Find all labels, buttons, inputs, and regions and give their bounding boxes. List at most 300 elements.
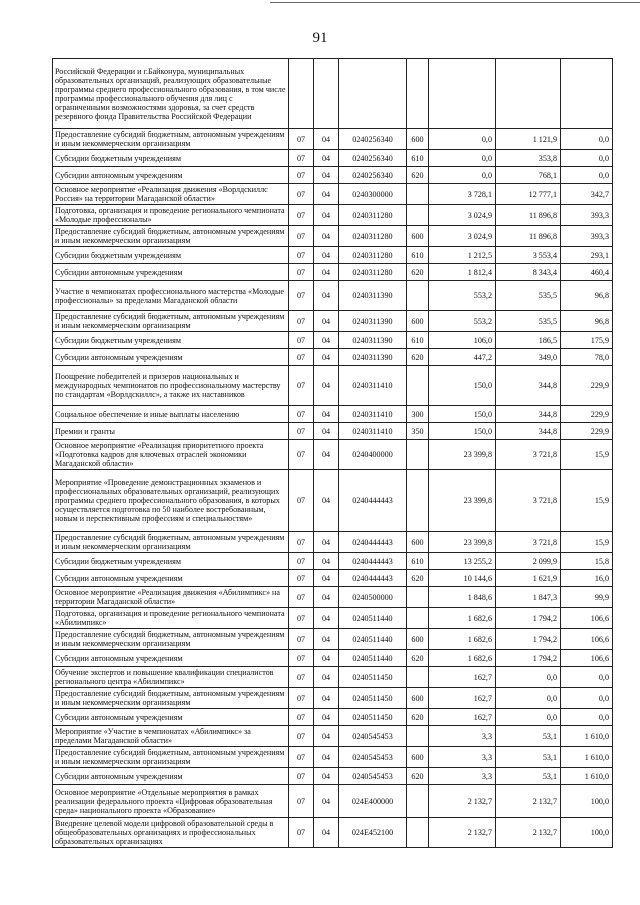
- row-name: Субсидии автономным учреждениям: [53, 650, 289, 667]
- row-expense-type: 600: [407, 129, 429, 150]
- row-execution-percent: 106,6: [561, 650, 613, 667]
- row-execution-percent: 0,0: [561, 709, 613, 726]
- row-target-code: 0240545453: [339, 726, 407, 747]
- row-executed-amount: 11 896,8: [496, 226, 561, 247]
- row-approved-amount: 23 399,8: [429, 440, 496, 470]
- row-target-code: 0240311410: [339, 423, 407, 440]
- row-name: Субсидии автономным учреждениям: [53, 349, 289, 366]
- row-executed-amount: 2 132,7: [496, 818, 561, 848]
- row-name: Предоставление субсидий бюджетным, автономным учреждениям и иным некоммерческим организациям: [53, 129, 289, 150]
- row-executed-amount: 53,1: [496, 747, 561, 768]
- row-approved-amount: 447,2: [429, 349, 496, 366]
- row-approved-amount: 150,0: [429, 406, 496, 423]
- row-expense-type: 620: [407, 709, 429, 726]
- row-name: Подготовка, организация и проведение регионального чемпионата «Абилимпикс»: [53, 608, 289, 629]
- row-name: Субсидии автономным учреждениям: [53, 167, 289, 184]
- budget-table: [52, 58, 613, 848]
- row-subsection: 04: [314, 226, 339, 247]
- row-subsection: 04: [314, 587, 339, 608]
- row-approved-amount: 2 132,7: [429, 785, 496, 818]
- row-name: Субсидии бюджетным учреждениям: [53, 247, 289, 264]
- row-section: 07: [289, 650, 314, 667]
- row-section: 07: [289, 167, 314, 184]
- row-name: Субсидии бюджетным учреждениям: [53, 150, 289, 167]
- row-approved-amount: 3 728,1: [429, 184, 496, 205]
- row-target-code: 0240311280: [339, 226, 407, 247]
- row-execution-percent: 229,9: [561, 366, 613, 406]
- table-row: [53, 785, 613, 818]
- row-name: Основное мероприятие «Отдельные мероприятия в рамках реализации федерального проекта «Цифровая образовательная среда» национального проекта «Образование»: [53, 785, 289, 818]
- table-row: [53, 184, 613, 205]
- row-section: 07: [289, 532, 314, 553]
- row-executed-amount: 2 132,7: [496, 785, 561, 818]
- row-section: 07: [289, 281, 314, 311]
- row-target-code: 0240444443: [339, 532, 407, 553]
- row-executed-amount: 186,5: [496, 332, 561, 349]
- row-name: Предоставление субсидий бюджетным, автономным учреждениям и иным некоммерческим организациям: [53, 747, 289, 768]
- row-name: Внедрение целевой модели цифровой образовательной среды в общеобразовательных организациях и профессиональных образовательных организациях: [53, 818, 289, 848]
- row-expense-type: 610: [407, 150, 429, 167]
- row-name: Субсидии автономным учреждениям: [53, 570, 289, 587]
- row-subsection: 04: [314, 747, 339, 768]
- row-section: 07: [289, 129, 314, 150]
- row-subsection: 04: [314, 667, 339, 688]
- row-target-code: 0240311280: [339, 205, 407, 226]
- row-executed-amount: 1 621,9: [496, 570, 561, 587]
- row-executed-amount: 11 896,8: [496, 205, 561, 226]
- row-executed-amount: 3 721,8: [496, 470, 561, 532]
- row-approved-amount: 3,3: [429, 768, 496, 785]
- budget-table-body: [53, 59, 613, 848]
- row-executed-amount: 8 343,4: [496, 264, 561, 281]
- table-row: [53, 167, 613, 184]
- row-name: Предоставление субсидий бюджетным, автономным учреждениям и иным некоммерческим организациям: [53, 226, 289, 247]
- row-executed-amount: 1 794,2: [496, 650, 561, 667]
- row-name: Обучение экспертов и повышение квалификации специалистов регионального центра «Абилимпикс»: [53, 667, 289, 688]
- row-expense-type: 620: [407, 650, 429, 667]
- row-expense-type: [407, 470, 429, 532]
- row-expense-type: [407, 587, 429, 608]
- row-section: 07: [289, 818, 314, 848]
- row-name: Субсидии автономным учреждениям: [53, 264, 289, 281]
- row-expense-type: [407, 59, 429, 129]
- row-subsection: 04: [314, 167, 339, 184]
- row-executed-amount: 535,5: [496, 311, 561, 332]
- row-expense-type: 600: [407, 629, 429, 650]
- table-row: [53, 587, 613, 608]
- row-approved-amount: 553,2: [429, 311, 496, 332]
- row-executed-amount: 768,1: [496, 167, 561, 184]
- row-expense-type: 600: [407, 747, 429, 768]
- row-target-code: 024E400000: [339, 785, 407, 818]
- row-execution-percent: 15,9: [561, 440, 613, 470]
- table-row: [53, 726, 613, 747]
- row-subsection: 04: [314, 150, 339, 167]
- row-target-code: 0240511450: [339, 709, 407, 726]
- row-expense-type: [407, 281, 429, 311]
- row-execution-percent: 15,8: [561, 553, 613, 570]
- row-expense-type: 350: [407, 423, 429, 440]
- row-expense-type: 610: [407, 553, 429, 570]
- row-execution-percent: 96,8: [561, 281, 613, 311]
- table-row: [53, 688, 613, 709]
- row-executed-amount: 3 721,8: [496, 532, 561, 553]
- row-executed-amount: 353,8: [496, 150, 561, 167]
- row-target-code: 0240256340: [339, 150, 407, 167]
- row-section: 07: [289, 768, 314, 785]
- row-subsection: 04: [314, 423, 339, 440]
- row-subsection: 04: [314, 570, 339, 587]
- row-execution-percent: 0,0: [561, 667, 613, 688]
- row-expense-type: [407, 205, 429, 226]
- row-expense-type: 620: [407, 264, 429, 281]
- row-subsection: 04: [314, 184, 339, 205]
- row-expense-type: 620: [407, 167, 429, 184]
- table-row: [53, 349, 613, 366]
- row-target-code: 0240256340: [339, 129, 407, 150]
- row-subsection: [314, 59, 339, 129]
- row-approved-amount: 3,3: [429, 747, 496, 768]
- row-section: 07: [289, 470, 314, 532]
- row-approved-amount: 162,7: [429, 709, 496, 726]
- row-target-code: 0240511450: [339, 667, 407, 688]
- row-target-code: 0240256340: [339, 167, 407, 184]
- row-executed-amount: 344,8: [496, 366, 561, 406]
- row-expense-type: [407, 785, 429, 818]
- row-expense-type: [407, 440, 429, 470]
- row-target-code: 0240511440: [339, 650, 407, 667]
- row-subsection: 04: [314, 332, 339, 349]
- row-approved-amount: 3 024,9: [429, 205, 496, 226]
- row-section: 07: [289, 570, 314, 587]
- row-target-code: 0240444443: [339, 553, 407, 570]
- row-name: Субсидии бюджетным учреждениям: [53, 332, 289, 349]
- row-subsection: 04: [314, 650, 339, 667]
- row-approved-amount: 13 255,2: [429, 553, 496, 570]
- row-execution-percent: 15,9: [561, 470, 613, 532]
- table-row: [53, 709, 613, 726]
- row-target-code: 0240511440: [339, 608, 407, 629]
- row-section: 07: [289, 226, 314, 247]
- row-subsection: 04: [314, 440, 339, 470]
- row-target-code: 0240545453: [339, 747, 407, 768]
- row-execution-percent: 0,0: [561, 129, 613, 150]
- table-row: [53, 818, 613, 848]
- row-section: 07: [289, 349, 314, 366]
- row-name: Субсидии автономным учреждениям: [53, 768, 289, 785]
- row-name: Предоставление субсидий бюджетным, автономным учреждениям и иным некоммерческим организациям: [53, 688, 289, 709]
- row-execution-percent: 106,6: [561, 629, 613, 650]
- row-executed-amount: 53,1: [496, 768, 561, 785]
- row-section: 07: [289, 688, 314, 709]
- row-executed-amount: [496, 59, 561, 129]
- row-approved-amount: 553,2: [429, 281, 496, 311]
- row-approved-amount: 2 132,7: [429, 818, 496, 848]
- row-execution-percent: [561, 59, 613, 129]
- row-subsection: 04: [314, 366, 339, 406]
- row-target-code: 0240300000: [339, 184, 407, 205]
- row-approved-amount: 3 024,9: [429, 226, 496, 247]
- row-target-code: 0240444443: [339, 470, 407, 532]
- row-approved-amount: [429, 59, 496, 129]
- row-subsection: 04: [314, 281, 339, 311]
- row-section: 07: [289, 785, 314, 818]
- row-section: 07: [289, 205, 314, 226]
- row-expense-type: [407, 608, 429, 629]
- table-row: [53, 570, 613, 587]
- row-target-code: 0240444443: [339, 570, 407, 587]
- row-subsection: 04: [314, 205, 339, 226]
- row-section: 07: [289, 406, 314, 423]
- row-approved-amount: 162,7: [429, 688, 496, 709]
- row-target-code: 0240311280: [339, 264, 407, 281]
- row-expense-type: 600: [407, 532, 429, 553]
- row-target-code: 0240545453: [339, 768, 407, 785]
- table-row: [53, 129, 613, 150]
- row-execution-percent: 393,3: [561, 205, 613, 226]
- table-row: [53, 470, 613, 532]
- row-section: 07: [289, 709, 314, 726]
- row-approved-amount: 150,0: [429, 366, 496, 406]
- row-subsection: 04: [314, 311, 339, 332]
- row-execution-percent: 99,9: [561, 587, 613, 608]
- row-target-code: 0240511450: [339, 688, 407, 709]
- row-name: Основное мероприятие «Реализация движения «Абилимпикс» на территории Магаданской области»: [53, 587, 289, 608]
- row-executed-amount: 0,0: [496, 667, 561, 688]
- row-approved-amount: 23 399,8: [429, 532, 496, 553]
- row-subsection: 04: [314, 532, 339, 553]
- row-execution-percent: 15,9: [561, 532, 613, 553]
- table-row: [53, 247, 613, 264]
- row-subsection: 04: [314, 768, 339, 785]
- row-execution-percent: 96,8: [561, 311, 613, 332]
- row-execution-percent: 229,9: [561, 423, 613, 440]
- row-subsection: 04: [314, 247, 339, 264]
- table-row: [53, 205, 613, 226]
- row-expense-type: [407, 818, 429, 848]
- row-approved-amount: 1 682,6: [429, 629, 496, 650]
- table-row: [53, 59, 613, 129]
- row-executed-amount: 1 794,2: [496, 608, 561, 629]
- row-execution-percent: 100,0: [561, 818, 613, 848]
- row-approved-amount: 3,3: [429, 726, 496, 747]
- row-subsection: 04: [314, 406, 339, 423]
- table-row: [53, 406, 613, 423]
- table-row: [53, 226, 613, 247]
- row-target-code: [339, 59, 407, 129]
- row-execution-percent: 293,1: [561, 247, 613, 264]
- row-approved-amount: 162,7: [429, 667, 496, 688]
- row-target-code: 0240311280: [339, 247, 407, 264]
- row-subsection: 04: [314, 608, 339, 629]
- row-executed-amount: 3 553,4: [496, 247, 561, 264]
- row-name: Поощрение победителей и призеров национальных и международных чемпионатов по профессиональному мастерству по стандартам «Ворлдскиллс», а также их наставников: [53, 366, 289, 406]
- row-section: 07: [289, 726, 314, 747]
- row-executed-amount: 12 777,1: [496, 184, 561, 205]
- row-section: 07: [289, 553, 314, 570]
- row-name: Субсидии бюджетным учреждениям: [53, 553, 289, 570]
- row-section: 07: [289, 264, 314, 281]
- row-execution-percent: 0,0: [561, 688, 613, 709]
- row-target-code: 0240311390: [339, 332, 407, 349]
- row-section: 07: [289, 440, 314, 470]
- row-target-code: 0240400000: [339, 440, 407, 470]
- row-executed-amount: 0,0: [496, 688, 561, 709]
- row-execution-percent: 100,0: [561, 785, 613, 818]
- row-approved-amount: 23 399,8: [429, 470, 496, 532]
- row-execution-percent: 175,9: [561, 332, 613, 349]
- row-executed-amount: 1 794,2: [496, 629, 561, 650]
- table-row: [53, 747, 613, 768]
- table-row: [53, 332, 613, 349]
- table-row: [53, 667, 613, 688]
- row-target-code: 0240311390: [339, 281, 407, 311]
- row-execution-percent: 460,4: [561, 264, 613, 281]
- row-approved-amount: 10 144,6: [429, 570, 496, 587]
- row-section: 07: [289, 247, 314, 264]
- row-subsection: 04: [314, 553, 339, 570]
- row-expense-type: 610: [407, 247, 429, 264]
- row-expense-type: 600: [407, 311, 429, 332]
- row-approved-amount: 1 812,4: [429, 264, 496, 281]
- row-subsection: 04: [314, 264, 339, 281]
- row-expense-type: [407, 184, 429, 205]
- row-expense-type: 620: [407, 570, 429, 587]
- row-section: 07: [289, 747, 314, 768]
- table-row: [53, 608, 613, 629]
- row-name: Премии и гранты: [53, 423, 289, 440]
- row-execution-percent: 342,7: [561, 184, 613, 205]
- row-executed-amount: 53,1: [496, 726, 561, 747]
- row-executed-amount: 0,0: [496, 709, 561, 726]
- row-name: Субсидии автономным учреждениям: [53, 709, 289, 726]
- row-execution-percent: 1 610,0: [561, 726, 613, 747]
- table-row: [53, 281, 613, 311]
- table-row: [53, 553, 613, 570]
- row-execution-percent: 16,0: [561, 570, 613, 587]
- row-target-code: 0240311390: [339, 349, 407, 366]
- row-approved-amount: 150,0: [429, 423, 496, 440]
- table-row: [53, 629, 613, 650]
- row-execution-percent: 1 610,0: [561, 768, 613, 785]
- row-name: Подготовка, организация и проведение регионального чемпионата «Молодые профессионалы»: [53, 205, 289, 226]
- row-subsection: 04: [314, 709, 339, 726]
- table-row: [53, 264, 613, 281]
- row-section: 07: [289, 366, 314, 406]
- row-expense-type: [407, 366, 429, 406]
- table-row: [53, 440, 613, 470]
- row-executed-amount: 344,8: [496, 406, 561, 423]
- row-approved-amount: 0,0: [429, 150, 496, 167]
- page-number: 91: [312, 30, 328, 46]
- row-expense-type: 600: [407, 688, 429, 709]
- row-target-code: 0240311410: [339, 366, 407, 406]
- row-execution-percent: 106,6: [561, 608, 613, 629]
- row-subsection: 04: [314, 688, 339, 709]
- row-subsection: 04: [314, 818, 339, 848]
- row-subsection: 04: [314, 129, 339, 150]
- row-name: Предоставление субсидий бюджетным, автономным учреждениям и иным некоммерческим организациям: [53, 629, 289, 650]
- row-approved-amount: 1 848,6: [429, 587, 496, 608]
- table-row: [53, 311, 613, 332]
- row-target-code: 0240500000: [339, 587, 407, 608]
- table-row: [53, 150, 613, 167]
- row-expense-type: 620: [407, 349, 429, 366]
- row-execution-percent: 1 610,0: [561, 747, 613, 768]
- row-section: 07: [289, 608, 314, 629]
- row-name: Мероприятие «Участие в чемпионатах «Абилимпикс» за пределами Магаданской области»: [53, 726, 289, 747]
- row-executed-amount: 2 099,9: [496, 553, 561, 570]
- row-subsection: 04: [314, 349, 339, 366]
- row-approved-amount: 1 682,6: [429, 608, 496, 629]
- row-target-code: 0240311390: [339, 311, 407, 332]
- row-section: 07: [289, 150, 314, 167]
- row-section: [289, 59, 314, 129]
- row-subsection: 04: [314, 726, 339, 747]
- row-name: Российской Федерации и г.Байконура, муниципальных образовательных организаций, реализующих образовательные программы среднего профессионального образования, в том числе программы профессионального обучения для лиц с ограниченными возможностями здоровья, за счет средств резервного фонда Правительства Российской Федерации: [53, 59, 289, 129]
- row-execution-percent: 78,0: [561, 349, 613, 366]
- row-approved-amount: 1 212,5: [429, 247, 496, 264]
- row-name: Предоставление субсидий бюджетным, автономным учреждениям и иным некоммерческим организациям: [53, 311, 289, 332]
- row-execution-percent: 0,0: [561, 150, 613, 167]
- row-executed-amount: 1 121,9: [496, 129, 561, 150]
- table-row: [53, 532, 613, 553]
- row-name: Предоставление субсидий бюджетным, автономным учреждениям и иным некоммерческим организациям: [53, 532, 289, 553]
- row-subsection: 04: [314, 785, 339, 818]
- row-name: Участие в чемпионатах профессионального мастерства «Молодые профессионалы» за пределами Магаданской области: [53, 281, 289, 311]
- table-row: [53, 423, 613, 440]
- row-expense-type: 610: [407, 332, 429, 349]
- row-approved-amount: 0,0: [429, 129, 496, 150]
- row-section: 07: [289, 423, 314, 440]
- row-execution-percent: 229,9: [561, 406, 613, 423]
- top-border-line: [270, 2, 640, 3]
- row-section: 07: [289, 587, 314, 608]
- row-section: 07: [289, 629, 314, 650]
- row-section: 07: [289, 667, 314, 688]
- row-expense-type: [407, 726, 429, 747]
- row-subsection: 04: [314, 470, 339, 532]
- row-executed-amount: 349,0: [496, 349, 561, 366]
- row-section: 07: [289, 311, 314, 332]
- row-approved-amount: 1 682,6: [429, 650, 496, 667]
- row-name: Основное мероприятие «Реализация движения «Ворлдскиллс Россия» на территории Магаданской области»: [53, 184, 289, 205]
- table-row: [53, 768, 613, 785]
- row-approved-amount: 0,0: [429, 167, 496, 184]
- row-target-code: 0240511440: [339, 629, 407, 650]
- row-target-code: 024E452100: [339, 818, 407, 848]
- row-section: 07: [289, 332, 314, 349]
- row-execution-percent: 393,3: [561, 226, 613, 247]
- row-name: Социальное обеспечение и иные выплаты населению: [53, 406, 289, 423]
- row-expense-type: 620: [407, 768, 429, 785]
- table-row: [53, 366, 613, 406]
- row-executed-amount: 3 721,8: [496, 440, 561, 470]
- row-expense-type: 300: [407, 406, 429, 423]
- row-expense-type: [407, 667, 429, 688]
- row-section: 07: [289, 184, 314, 205]
- row-name: Основное мероприятие «Реализация приоритетного проекта «Подготовка кадров для ключевых отраслей экономики Магаданской области»: [53, 440, 289, 470]
- row-name: Мероприятие «Проведение демонстрационных экзаменов и профессиональных образовательных организаций, реализующих программы среднего профессионального образования, в которых осуществляется подготовка по 50 наиболее востребованным, новым и перспективным профессиям и специальностям»: [53, 470, 289, 532]
- row-approved-amount: 106,0: [429, 332, 496, 349]
- row-executed-amount: 344,8: [496, 423, 561, 440]
- row-executed-amount: 535,5: [496, 281, 561, 311]
- row-target-code: 0240311410: [339, 406, 407, 423]
- row-executed-amount: 1 847,3: [496, 587, 561, 608]
- row-execution-percent: 0,0: [561, 167, 613, 184]
- row-expense-type: 600: [407, 226, 429, 247]
- row-subsection: 04: [314, 629, 339, 650]
